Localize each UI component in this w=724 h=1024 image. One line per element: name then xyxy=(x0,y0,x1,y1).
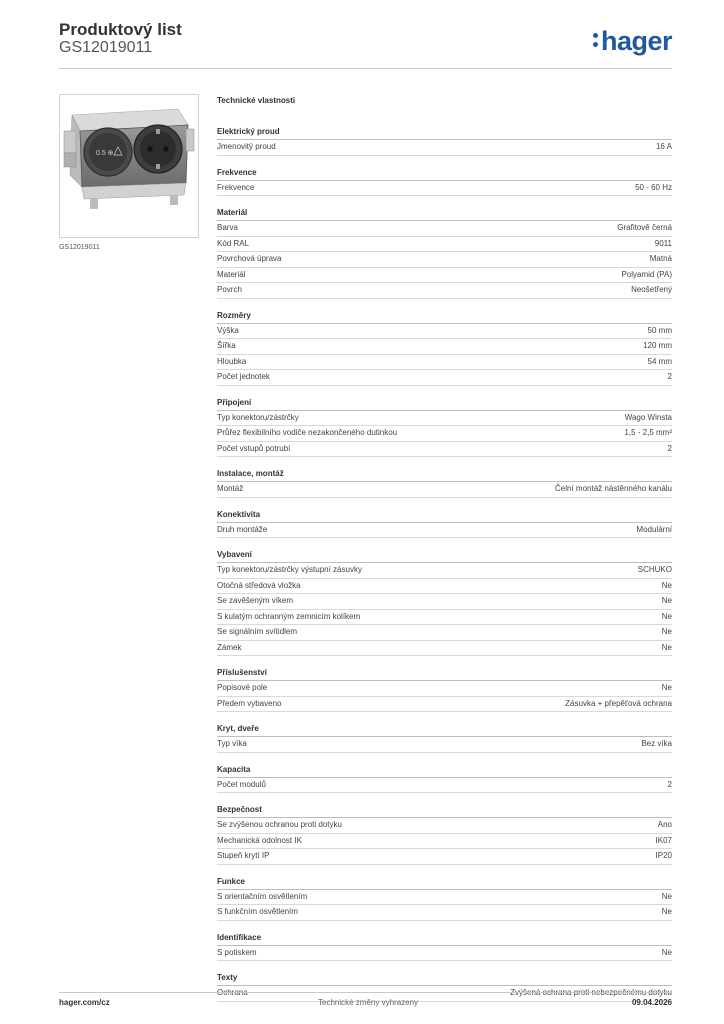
spec-label: Barva xyxy=(217,223,238,232)
header-product-code: GS12019011 xyxy=(59,39,153,56)
spec-label: Ochrana xyxy=(217,988,248,997)
spec-value: Grafitově černá xyxy=(617,223,672,232)
spec-group xyxy=(217,804,672,865)
footer-website-link[interactable]: hager.com/cz xyxy=(59,998,110,1007)
spec-group xyxy=(217,126,672,156)
spec-row xyxy=(217,252,672,268)
logo-text: hager xyxy=(600,26,672,56)
spec-value: Ne xyxy=(661,627,672,636)
spec-row xyxy=(217,339,672,355)
spec-row xyxy=(217,181,672,197)
spec-label: Typ konektoru/zástrčky výstupní zásuvky xyxy=(217,565,362,574)
spec-value: Matná xyxy=(649,254,672,263)
spec-label: Zámek xyxy=(217,642,242,652)
spec-value: 1,5 - 2,5 mm² xyxy=(624,428,672,437)
spec-row xyxy=(217,905,672,921)
spec-value: Zvýšená ochrana proti nebezpečnému dotyku xyxy=(510,988,672,997)
spec-row xyxy=(217,986,672,1002)
spec-group xyxy=(217,397,672,458)
spec-row xyxy=(217,268,672,284)
spec-value: 50 mm xyxy=(647,325,672,335)
spec-value: Ne xyxy=(661,891,672,901)
spec-label: Výška xyxy=(217,325,239,335)
photo-caption: GS12019011 xyxy=(59,244,100,251)
spec-group-title: Bezpečnost xyxy=(217,804,672,818)
spec-row xyxy=(217,625,672,641)
hager-logo xyxy=(593,26,672,56)
spec-row xyxy=(217,221,672,237)
spec-group xyxy=(217,207,672,299)
spec-row xyxy=(217,140,672,156)
spec-row xyxy=(217,355,672,371)
spec-value: Ne xyxy=(661,611,672,621)
spec-row xyxy=(217,482,672,498)
footer-divider xyxy=(59,992,672,993)
spec-value: Ano xyxy=(657,820,672,829)
spec-value: Ne xyxy=(661,642,672,652)
footer-date: 09.04.2026 xyxy=(631,998,672,1007)
spec-label: Počet vstupů potrubí xyxy=(217,443,291,453)
spec-group-title: Rozměry xyxy=(217,310,672,324)
product-photo xyxy=(59,94,199,238)
spec-group-title: Příslušenství xyxy=(217,667,672,681)
spec-label: Hloubka xyxy=(217,356,247,366)
spec-row xyxy=(217,563,672,579)
spec-group-title: Materiál xyxy=(217,207,672,221)
spec-label: Se zavěšeným víkem xyxy=(217,596,294,605)
spec-row xyxy=(217,283,672,299)
spec-row xyxy=(217,442,672,458)
spec-row xyxy=(217,818,672,834)
spec-value: 2 xyxy=(667,372,672,381)
spec-label: Materiál xyxy=(217,269,246,279)
spec-label: Se signálním svítidlem xyxy=(217,627,298,636)
spec-label: Počet jednotek xyxy=(217,372,270,381)
spec-row xyxy=(217,834,672,850)
spec-group xyxy=(217,932,672,962)
spec-group-title: Připojení xyxy=(217,397,672,411)
spec-label: Kód RAL xyxy=(217,238,250,248)
header-title: Produktový list xyxy=(59,20,182,39)
spec-row xyxy=(217,849,672,865)
spec-row xyxy=(217,370,672,386)
spec-row xyxy=(217,737,672,753)
spec-group-title: Kryt, dveře xyxy=(217,723,672,737)
spec-label: Šířka xyxy=(217,341,236,350)
spec-label: Typ konektoru/zástrčky xyxy=(217,412,299,422)
spec-value: Ne xyxy=(661,580,672,590)
spec-label: Stupeň krytí IP xyxy=(217,851,270,860)
spec-value: Modulární xyxy=(636,524,672,534)
spec-label: Druh montáže xyxy=(217,524,268,534)
spec-value: Ne xyxy=(661,947,672,957)
svg-text:0.5 ⊕: 0.5 ⊕ xyxy=(96,150,114,157)
spec-value: Polyamid (PA) xyxy=(621,269,672,279)
spec-group xyxy=(217,972,672,1002)
spec-value: IP20 xyxy=(655,851,672,860)
spec-value: Ne xyxy=(661,907,672,916)
spec-group xyxy=(217,167,672,197)
technical-specs xyxy=(217,96,672,1013)
spec-value: SCHUKO xyxy=(637,565,672,574)
spec-row xyxy=(217,523,672,539)
spec-label: Povrch xyxy=(217,285,242,294)
spec-value: 9011 xyxy=(654,238,672,248)
spec-row xyxy=(217,610,672,626)
spec-label: Frekvence xyxy=(217,182,255,192)
spec-row xyxy=(217,324,672,340)
spec-row xyxy=(217,890,672,906)
spec-group-title: Texty xyxy=(217,972,672,986)
spec-label: Se zvýšenou ochranou proti dotyku xyxy=(217,820,342,829)
spec-group xyxy=(217,509,672,539)
spec-value: 2 xyxy=(667,779,672,789)
spec-group-title: Konektivita xyxy=(217,509,672,523)
spec-row xyxy=(217,681,672,697)
spec-value: 2 xyxy=(667,443,672,453)
footer-note: Technické změny vyhrazeny xyxy=(318,998,419,1007)
spec-label: S kulatým ochranným zemnicím kolíkem xyxy=(217,611,361,621)
spec-label: S orientačním osvětlením xyxy=(217,891,308,901)
spec-group-title: Identifikace xyxy=(217,932,672,946)
spec-label: S potiskem xyxy=(217,947,257,957)
spec-group xyxy=(217,667,672,712)
spec-label: Počet modulů xyxy=(217,779,266,789)
spec-row xyxy=(217,237,672,253)
spec-group xyxy=(217,876,672,921)
spec-label: Typ víka xyxy=(217,739,247,748)
spec-group xyxy=(217,764,672,794)
spec-value: Zásuvka + přepěťová ochrana xyxy=(565,698,672,708)
spec-label: Mechanická odolnost IK xyxy=(217,835,302,845)
spec-label: Popisové pole xyxy=(217,683,268,692)
spec-label: Otočná středová vložka xyxy=(217,580,301,590)
spec-row xyxy=(217,778,672,794)
logo-dots-icon xyxy=(593,33,599,51)
spec-group-title: Vybavení xyxy=(217,549,672,563)
spec-row xyxy=(217,411,672,427)
spec-label: Průřez flexibilního vodiče nezakončeného dutinkou xyxy=(217,428,398,437)
spec-value: 16 A xyxy=(655,142,672,151)
spec-row xyxy=(217,426,672,442)
spec-value: Čelní montáž nástěnného kanálu xyxy=(555,484,672,493)
spec-group xyxy=(217,310,672,386)
spec-group-title: Funkce xyxy=(217,876,672,890)
header-divider xyxy=(59,68,672,69)
spec-value: 54 mm xyxy=(647,356,672,366)
spec-value: Bez víka xyxy=(641,739,672,748)
spec-label: Montáž xyxy=(217,484,244,493)
spec-row xyxy=(217,594,672,610)
spec-groups xyxy=(217,126,672,1002)
spec-group-title: Frekvence xyxy=(217,167,672,181)
spec-group-title: Elektrický proud xyxy=(217,126,672,140)
spec-label: Předem vybaveno xyxy=(217,698,282,708)
spec-value: 50 - 60 Hz xyxy=(635,182,672,192)
spec-row xyxy=(217,697,672,713)
specs-title: Technické vlastnosti xyxy=(217,96,296,105)
spec-group xyxy=(217,468,672,498)
spec-value: Ne xyxy=(661,683,672,692)
spec-row xyxy=(217,641,672,657)
spec-value: 120 mm xyxy=(643,341,672,350)
spec-value: IK07 xyxy=(655,835,672,845)
spec-value: Ne xyxy=(661,596,672,605)
spec-value: Neošetřený xyxy=(631,285,672,294)
spec-label: Povrchová úprava xyxy=(217,254,282,263)
spec-row xyxy=(217,579,672,595)
spec-group xyxy=(217,723,672,753)
spec-group xyxy=(217,549,672,656)
spec-group-title: Instalace, montáž xyxy=(217,468,672,482)
spec-label: S funkčním osvětlením xyxy=(217,907,298,916)
spec-label: Jmenovitý proud xyxy=(217,142,276,151)
spec-value: Wago Winsta xyxy=(624,412,672,422)
socket-module-icon xyxy=(60,95,198,237)
spec-row xyxy=(217,946,672,962)
spec-group-title: Kapacita xyxy=(217,764,672,778)
